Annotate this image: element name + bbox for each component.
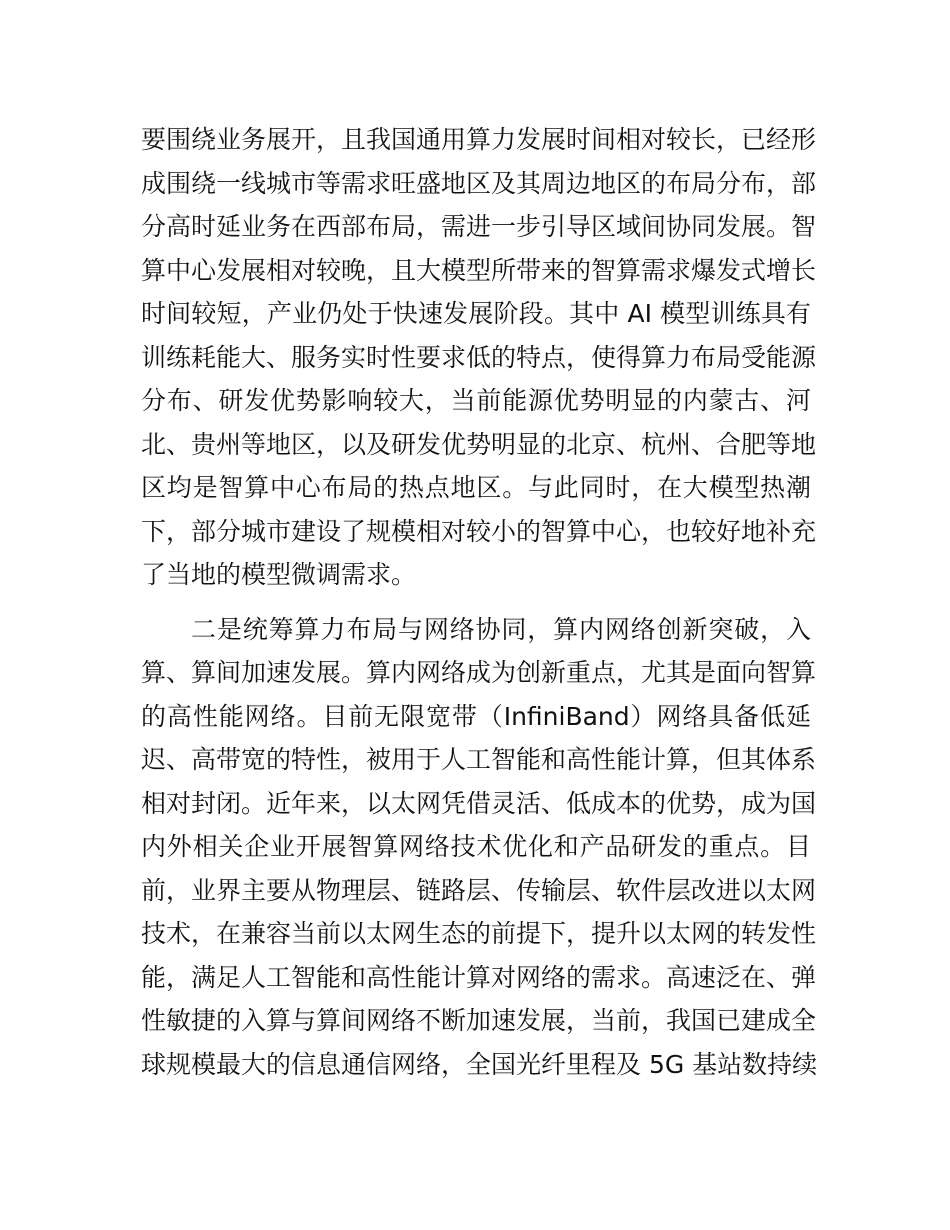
text-line: 了当地的模型微调需求。: [141, 560, 417, 589]
text-line: 训练耗能大、服务实时性要求低的特点，使得算力布局受能源: [141, 342, 817, 372]
text-line: 要围绕业务展开，且我国通用算力发展时间相对较长，已经形: [141, 125, 817, 154]
text-line: 性敏捷的入算与算间网络不断加速发展，当前，我国已建成全: [141, 1006, 817, 1035]
text-line: 前，业界主要从物理层、链路层、传输层、软件层改进以太网: [141, 875, 817, 905]
text-line: 迟、高带宽的特性，被用于人工智能和高性能计算，但其体系: [141, 745, 817, 774]
text-line: 内外相关企业开展智算网络技术优化和产品研发的重点。目: [141, 832, 811, 861]
text-line: 的高性能网络。目前无限宽带（InfiniBand）网络具备低延: [141, 701, 811, 731]
text-line: 算中心发展相对较晚，且大模型所带来的智算需求爆发式增长: [141, 255, 817, 285]
body-text: [141, 118, 818, 1086]
text-line: 区均是智算中心布局的热点地区。与此同时，在大模型热潮: [141, 473, 811, 502]
text-line: 算、算间加速发展。算内网络成为创新重点，尤其是面向智算: [141, 658, 817, 687]
paragraph-2: [141, 608, 818, 1087]
paragraph-spacing: [141, 597, 811, 608]
text-line: 分高时延业务在西部布局，需进一步引导区域间协同发展。智: [141, 212, 817, 241]
text-line: 能，满足人工智能和高性能计算对网络的需求。高速泛在、弹: [141, 962, 817, 992]
text-line: 技术，在兼容当前以太网生态的前提下，提升以太网的转发性: [141, 919, 817, 948]
paragraph-1: [141, 118, 817, 597]
text-line: 成围绕一线城市等需求旺盛地区及其周边地区的布局分布，部: [141, 168, 817, 198]
text-line: 下，部分城市建设了规模相对较小的智算中心，也较好地补充: [141, 516, 817, 546]
text-line: 相对封闭。近年来，以太网凭借灵活、低成本的优势，成为国: [141, 788, 817, 818]
text-line: 北、贵州等地区，以及研发优势明显的北京、杭州、合肥等地: [141, 429, 817, 459]
text-line: 时间较短，产业仍处于快速发展阶段。其中 AI 模型训练具有: [141, 299, 811, 328]
text-line: 分布、研发优势影响较大，当前能源优势明显的内蒙古、河: [141, 386, 811, 415]
text-line: 二是统筹算力布局与网络协同，算内网络创新突破，入: [191, 614, 811, 644]
text-line: 球规模最大的信息通信网络，全国光纤里程及 5G 基站数持续: [141, 1049, 818, 1079]
